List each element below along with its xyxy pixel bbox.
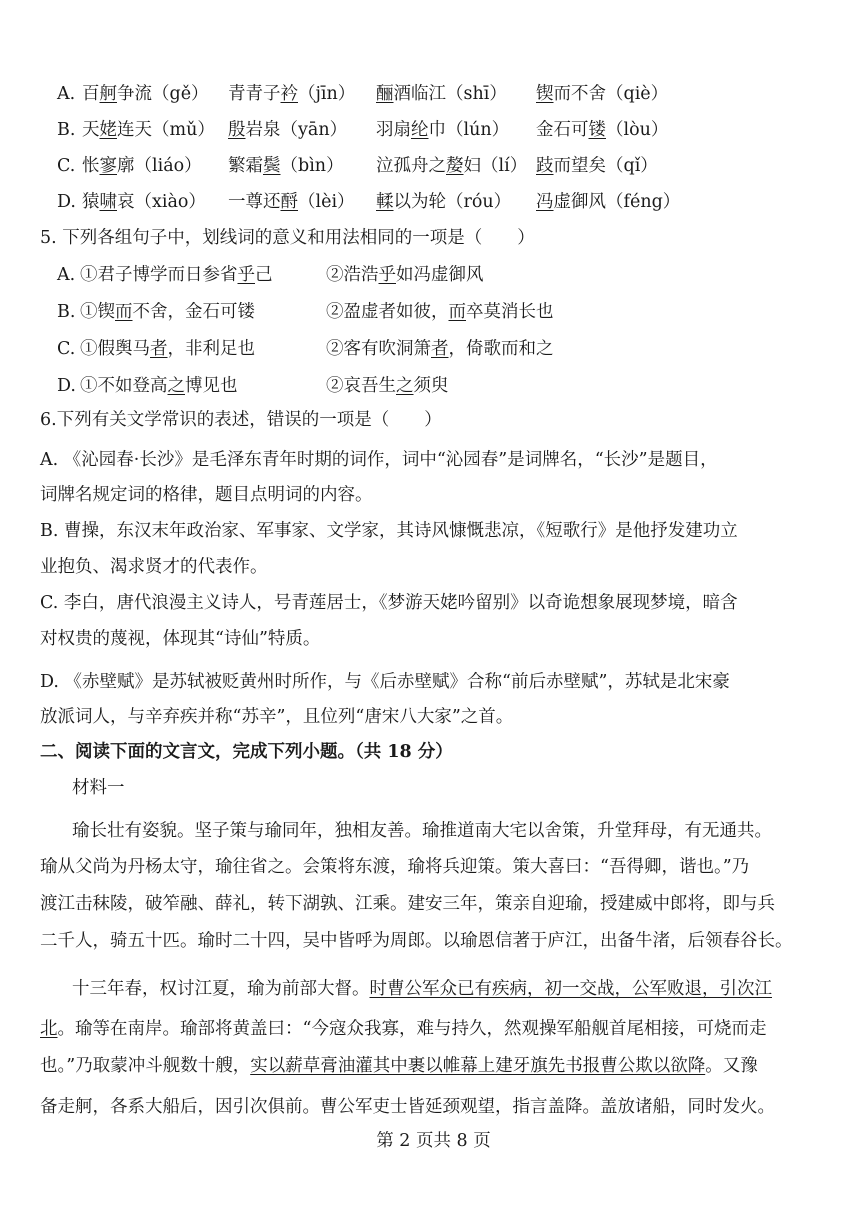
literary-knowledge-line: A. 《沁园春·长沙》是毛泽东青年时期的词作，词中“沁园春”是词牌名，“长沙”是题目， [40, 450, 718, 470]
sentence-2 [326, 338, 554, 360]
pronunciation-underlined-word: 镂 [588, 120, 606, 140]
sentence-1 [80, 338, 255, 360]
sentence-underlined-word: 之 [396, 376, 414, 396]
option-label: C. [57, 339, 76, 359]
literary-knowledge-line: 业抱负、渴求贤才的代表作。 [40, 557, 268, 577]
material-label: 材料一 [72, 778, 125, 798]
pronunciation-text: 而望矣（qǐ） [553, 156, 658, 176]
pronunciation-item [536, 155, 658, 177]
pronunciation-item [228, 155, 344, 177]
sentence-text: ②客有吹洞箫 [326, 339, 431, 359]
pronunciation-underlined-word: 姥 [99, 120, 117, 140]
pronunciation-text: 羽扇 [376, 120, 411, 140]
passage-line: 瑜从父尚为丹杨太守，瑜往省之。会策将东渡，瑜将兵迎策。策大喜曰：“吾得卿，谐也。”乃 [40, 857, 750, 877]
passage-line: 二千人，骑五十匹。瑜时二十四，吴中皆呼为周郎。以瑜恩信著于庐江，出备牛渚，后领春谷长。 [40, 931, 793, 951]
sentence-text: ①不如登高 [80, 376, 168, 396]
option-label: D. [57, 192, 76, 212]
pronunciation-item [376, 119, 509, 141]
pronunciation-underlined-word: 輮 [376, 192, 394, 212]
underlined-sentence-2: 实以薪草膏油灌其中裹以帷幕上建牙旗先书报曹公欺以欲降 [250, 1056, 706, 1076]
paragraph-2-line-1-text: 十三年春，权讨江夏，瑜为前部大督。 [72, 979, 370, 999]
sentence-underlined-word: 乎 [237, 265, 255, 285]
pronunciation-text: 巾（lún） [428, 120, 510, 140]
sentence-text: 博见也 [185, 376, 238, 396]
sentence-text: ②哀吾生 [326, 376, 396, 396]
pronunciation-underlined-word: 酾 [376, 84, 394, 104]
pronunciation-item [82, 155, 202, 177]
pronunciation-text: 岩泉（yān） [245, 120, 348, 140]
sentence-1 [80, 375, 238, 397]
pronunciation-item [376, 191, 511, 213]
pronunciation-text: 一尊还 [228, 192, 281, 212]
section-2-heading: 二、阅读下面的文言文，完成下列小题。（共 18 分） [40, 742, 453, 762]
option-label: B. [57, 120, 76, 140]
pronunciation-text: 廓（liáo） [117, 156, 202, 176]
literary-knowledge-line: 放派词人，与辛弃疾并称“苏辛”，且位列“唐宋八大家”之首。 [40, 707, 514, 727]
pronunciation-underlined-word: 纶 [411, 120, 429, 140]
pronunciation-underlined-word: 跂 [536, 156, 554, 176]
pronunciation-underlined-word: 锲 [536, 84, 554, 104]
pronunciation-item [376, 83, 507, 105]
paragraph-2-line-3-tail: 。又豫 [705, 1056, 758, 1076]
sentence-underlined-word: 者 [431, 339, 449, 359]
pronunciation-text: （lòu） [606, 120, 669, 140]
sentence-text: ①君子博学而日参省 [80, 265, 238, 285]
pronunciation-item [228, 83, 355, 105]
sentence-text: 不舍，金石可镂 [132, 302, 255, 322]
sentence-underlined-word: 而 [115, 302, 133, 322]
pronunciation-text: 以为轮（róu） [393, 192, 512, 212]
sentence-text: 卒莫消长也 [466, 302, 554, 322]
sentence-text: 己 [255, 265, 273, 285]
pronunciation-text: 繁霜 [228, 156, 263, 176]
pronunciation-underlined-word: 寥 [99, 156, 117, 176]
option-label: A. [57, 84, 76, 104]
sentence-text: ②浩浩 [326, 265, 379, 285]
pronunciation-text: 哀（xiào） [117, 192, 206, 212]
sentence-underlined-word: 乎 [378, 265, 396, 285]
pronunciation-text: 而不舍（qiè） [553, 84, 669, 104]
pronunciation-text: 猿 [82, 192, 100, 212]
pronunciation-text: （lèi） [298, 192, 355, 212]
sentence-text: ①锲 [80, 302, 115, 322]
sentence-underlined-word: 而 [448, 302, 466, 322]
pronunciation-underlined-word: 啸 [99, 192, 117, 212]
literary-knowledge-line: 对权贵的蔑视，体现其“诗仙”特质。 [40, 629, 321, 649]
paragraph-2-line-4: 备走舸，各系大船后，因引次俱前。曹公军吏士皆延颈观望，指言盖降。盖放诸船，同时发火。 [40, 1097, 775, 1117]
literary-knowledge-line: 词牌名规定词的格律，题目点明词的内容。 [40, 485, 373, 505]
pronunciation-text: 金石可 [536, 120, 589, 140]
pronunciation-item [82, 83, 209, 105]
sentence-text: ①假舆马 [80, 339, 150, 359]
sentence-underlined-word: 之 [167, 376, 185, 396]
pronunciation-text: 酒临江（shī） [393, 84, 507, 104]
pronunciation-underlined-word: 嫠 [446, 156, 464, 176]
literary-knowledge-line: C. 李白，唐代浪漫主义诗人，号青莲居士，《梦游天姥吟留别》以奇诡想象展现梦境，暗含 [40, 593, 738, 613]
option-label: A. [57, 265, 76, 285]
paragraph-2-line-2-text: 。瑜等在南岸。瑜部将黄盖曰：“今寇众我寡，难与持久，然观操军船舰首尾相接，可烧而走 [57, 1019, 767, 1039]
option-label: C. [57, 156, 76, 176]
sentence-text: 如冯虚御风 [396, 265, 484, 285]
pronunciation-item [376, 155, 527, 177]
sentence-text: ，倚歌而和之 [448, 339, 554, 359]
sentence-text: ，非利足也 [167, 339, 255, 359]
literary-knowledge-line: D. 《赤壁赋》是苏轼被贬黄州时所作，与《后赤壁赋》合称“前后赤壁赋”，苏轼是北宋豪 [40, 672, 730, 692]
pronunciation-underlined-word: 酹 [280, 192, 298, 212]
pronunciation-underlined-word: 冯 [536, 192, 554, 212]
pronunciation-text: 连天（mǔ） [117, 120, 215, 140]
pronunciation-text: 百 [82, 84, 100, 104]
pronunciation-text: 争流（gě） [117, 84, 209, 104]
paragraph-2-line-1 [72, 978, 772, 1000]
pronunciation-item [536, 191, 680, 213]
pronunciation-underlined-word: 鬓 [263, 156, 281, 176]
pronunciation-item [82, 119, 215, 141]
sentence-2 [326, 301, 554, 323]
option-label: D. [57, 376, 76, 396]
pronunciation-item [536, 119, 668, 141]
pronunciation-item [228, 119, 347, 141]
pronunciation-text: 青青子 [228, 84, 281, 104]
paragraph-2-line-3 [40, 1055, 758, 1077]
pronunciation-text: 怅 [82, 156, 100, 176]
literary-knowledge-line: B. 曹操，东汉末年政治家、军事家、文学家，其诗风慷慨悲凉，《短歌行》是他抒发建功立 [40, 521, 738, 541]
pronunciation-text: 妇（lí） [463, 156, 528, 176]
sentence-underlined-word: 者 [150, 339, 168, 359]
sentence-1 [80, 264, 273, 286]
pronunciation-underlined-word: 舸 [99, 84, 117, 104]
pronunciation-item [228, 191, 355, 213]
paragraph-2-line-3-text: 也。”乃取蒙冲斗舰数十艘， [40, 1056, 251, 1076]
paragraph-2-line-2 [40, 1018, 766, 1040]
question-5-stem: 5. 下列各组句子中，划线词的意义和用法相同的一项是（ ） [40, 228, 535, 248]
pronunciation-underlined-word: 衿 [280, 84, 298, 104]
sentence-2 [326, 375, 449, 397]
passage-line: 渡江击秣陵，破笮融、薛礼，转下湖孰、江乘。建安三年，策亲自迎瑜，授建威中郎将，即与兵 [40, 894, 775, 914]
pronunciation-text: （jīn） [298, 84, 356, 104]
pronunciation-item [82, 191, 206, 213]
sentence-2 [326, 264, 484, 286]
pronunciation-text: 天 [82, 120, 100, 140]
passage-line: 瑜长壮有姿貌。坚子策与瑜同年，独相友善。瑜推道南大宅以舍策，升堂拜母，有无通共。 [72, 821, 772, 841]
sentence-text: ②盈虚者如彼， [326, 302, 449, 322]
pronunciation-text: （bìn） [280, 156, 344, 176]
pronunciation-text: 泣孤舟之 [376, 156, 446, 176]
pronunciation-text: 虚御风（féng） [553, 192, 681, 212]
option-label: B. [57, 302, 76, 322]
page-footer: 第 2 页共 8 页 [376, 1131, 491, 1151]
sentence-text: 须臾 [413, 376, 449, 396]
question-6-stem: 6.下列有关文学常识的表述，错误的一项是（ ） [40, 410, 442, 430]
pronunciation-underlined-word: 殷 [228, 120, 246, 140]
pronunciation-item [536, 83, 668, 105]
underlined-sentence-part-2: 北 [40, 1019, 58, 1039]
sentence-1 [80, 301, 255, 323]
underlined-sentence-part-1: 时曹公军众已有疾病，初一交战，公军败退，引次江 [369, 979, 772, 999]
